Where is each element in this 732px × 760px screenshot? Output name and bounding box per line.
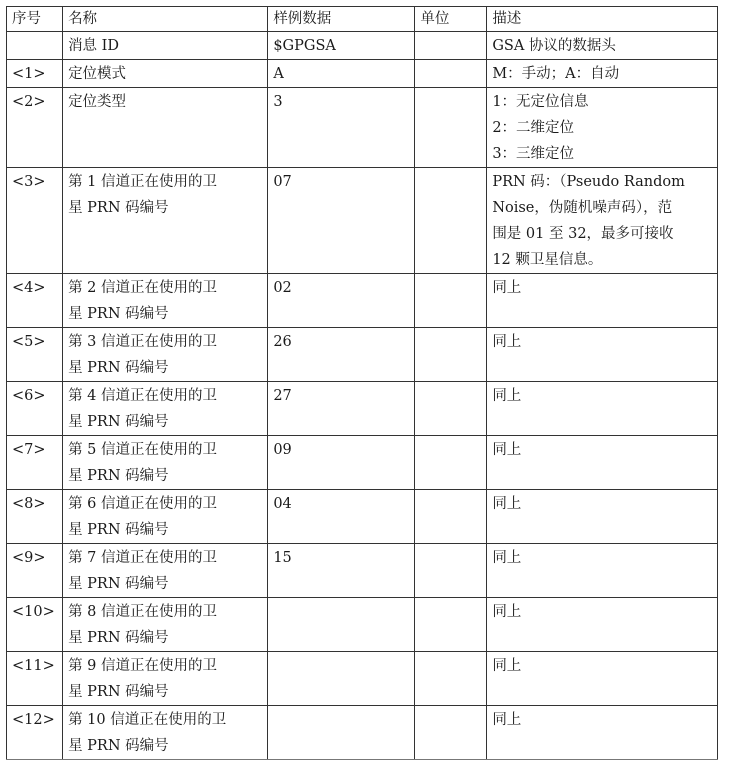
row-sample (268, 598, 415, 652)
row-name (63, 706, 268, 760)
row-description (487, 32, 718, 60)
row-unit (415, 32, 487, 60)
row-description (487, 274, 718, 328)
row-name (63, 60, 268, 88)
row-name-line: 星 PRN 码编号 (68, 468, 169, 484)
row-description-line: 同上 (492, 604, 522, 620)
row-name-line: 第 10 信道正在使用的卫 (68, 712, 227, 728)
row-index: <9> (7, 544, 63, 598)
row-sample: 15 (268, 544, 415, 598)
row-name-line: 星 PRN 码编号 (68, 630, 169, 646)
row-unit (415, 328, 487, 382)
row-description (487, 598, 718, 652)
row-name-line: 消息 ID (68, 38, 120, 54)
table-row (7, 60, 718, 88)
row-sample: 07 (268, 168, 415, 274)
row-index: <11> (7, 652, 63, 706)
row-description-line: 同上 (492, 658, 522, 674)
row-name-line: 星 PRN 码编号 (68, 200, 169, 216)
table-row (7, 88, 718, 168)
row-name-line: 第 3 信道正在使用的卫 (68, 334, 218, 350)
row-description-line: PRN 码：（Pseudo Random (492, 174, 685, 190)
row-description (487, 436, 718, 490)
row-unit (415, 274, 487, 328)
row-sample: $GPGSA (268, 32, 415, 60)
row-sample: 26 (268, 328, 415, 382)
row-unit (415, 436, 487, 490)
row-name-line: 定位类型 (68, 94, 127, 110)
row-unit (415, 652, 487, 706)
table-body (7, 32, 718, 760)
header-sample: 样例数据 (268, 7, 415, 32)
row-name (63, 652, 268, 706)
row-name (63, 544, 268, 598)
row-description-line: 1：无定位信息 (492, 94, 589, 110)
row-description-line: 2：二维定位 (492, 120, 575, 136)
row-unit (415, 382, 487, 436)
row-unit (415, 706, 487, 760)
row-sample (268, 706, 415, 760)
row-description-line: 围是 01 至 32，最多可接收 (492, 226, 674, 242)
row-unit (415, 88, 487, 168)
row-description-line: 同上 (492, 442, 522, 458)
row-sample: 02 (268, 274, 415, 328)
header-unit: 单位 (415, 7, 487, 32)
row-name (63, 32, 268, 60)
row-name (63, 490, 268, 544)
row-description-line: 同上 (492, 550, 522, 566)
row-index: <5> (7, 328, 63, 382)
table-header-row (7, 7, 718, 32)
table-row (7, 544, 718, 598)
row-description (487, 168, 718, 274)
row-index: <1> (7, 60, 63, 88)
row-description (487, 382, 718, 436)
row-name-line: 星 PRN 码编号 (68, 360, 169, 376)
row-description-line: 同上 (492, 496, 522, 512)
row-name-line: 星 PRN 码编号 (68, 306, 169, 322)
row-description-line: GSA 协议的数据头 (492, 38, 616, 54)
row-name-line: 星 PRN 码编号 (68, 684, 169, 700)
table-row (7, 490, 718, 544)
row-sample: 04 (268, 490, 415, 544)
row-name-line: 星 PRN 码编号 (68, 522, 169, 538)
row-name-line: 第 6 信道正在使用的卫 (68, 496, 218, 512)
row-name-line: 第 2 信道正在使用的卫 (68, 280, 218, 296)
table-row (7, 598, 718, 652)
row-index: <3> (7, 168, 63, 274)
table-row (7, 328, 718, 382)
row-description-line: 同上 (492, 388, 522, 404)
row-name (63, 598, 268, 652)
row-sample: A (268, 60, 415, 88)
header-index: 序号 (7, 7, 63, 32)
row-description-line: 同上 (492, 712, 522, 728)
row-description (487, 544, 718, 598)
row-name-line: 第 8 信道正在使用的卫 (68, 604, 218, 620)
row-index: <6> (7, 382, 63, 436)
row-description (487, 88, 718, 168)
row-name (63, 328, 268, 382)
row-name (63, 88, 268, 168)
row-index: <8> (7, 490, 63, 544)
row-index: <10> (7, 598, 63, 652)
row-index: <12> (7, 706, 63, 760)
row-description-line: 同上 (492, 334, 522, 350)
table-row (7, 652, 718, 706)
row-name-line: 星 PRN 码编号 (68, 576, 169, 592)
row-description (487, 60, 718, 88)
row-unit (415, 598, 487, 652)
row-unit (415, 168, 487, 274)
table-row (7, 706, 718, 760)
row-description-line: 同上 (492, 280, 522, 296)
table-row (7, 274, 718, 328)
row-unit (415, 544, 487, 598)
row-name (63, 382, 268, 436)
row-sample: 3 (268, 88, 415, 168)
row-name (63, 168, 268, 274)
row-description (487, 490, 718, 544)
row-sample (268, 652, 415, 706)
row-description-line: M：手动；A：自动 (492, 66, 620, 82)
row-name-line: 第 4 信道正在使用的卫 (68, 388, 218, 404)
row-index: <2> (7, 88, 63, 168)
row-name (63, 436, 268, 490)
table-row (7, 168, 718, 274)
row-unit (415, 60, 487, 88)
row-description (487, 328, 718, 382)
row-sample: 27 (268, 382, 415, 436)
row-name (63, 274, 268, 328)
row-name-line: 第 1 信道正在使用的卫 (68, 174, 218, 190)
row-index: <7> (7, 436, 63, 490)
table-row (7, 32, 718, 60)
row-sample: 09 (268, 436, 415, 490)
row-description (487, 652, 718, 706)
row-index (7, 32, 63, 60)
row-description (487, 706, 718, 760)
row-description-line: 3：三维定位 (492, 146, 575, 162)
row-unit (415, 490, 487, 544)
row-description-line: 12 颗卫星信息。 (492, 252, 603, 268)
row-name-line: 定位模式 (68, 66, 127, 82)
row-name-line: 星 PRN 码编号 (68, 738, 169, 754)
row-name-line: 第 9 信道正在使用的卫 (68, 658, 218, 674)
table-row (7, 382, 718, 436)
row-name-line: 第 5 信道正在使用的卫 (68, 442, 218, 458)
row-name-line: 第 7 信道正在使用的卫 (68, 550, 218, 566)
row-description-line: Noise，伪随机噪声码），范 (492, 200, 673, 216)
row-name-line: 星 PRN 码编号 (68, 414, 169, 430)
header-description: 描述 (487, 7, 718, 32)
row-index: <4> (7, 274, 63, 328)
gsa-protocol-table (6, 6, 718, 760)
table-row (7, 436, 718, 490)
header-name: 名称 (63, 7, 268, 32)
